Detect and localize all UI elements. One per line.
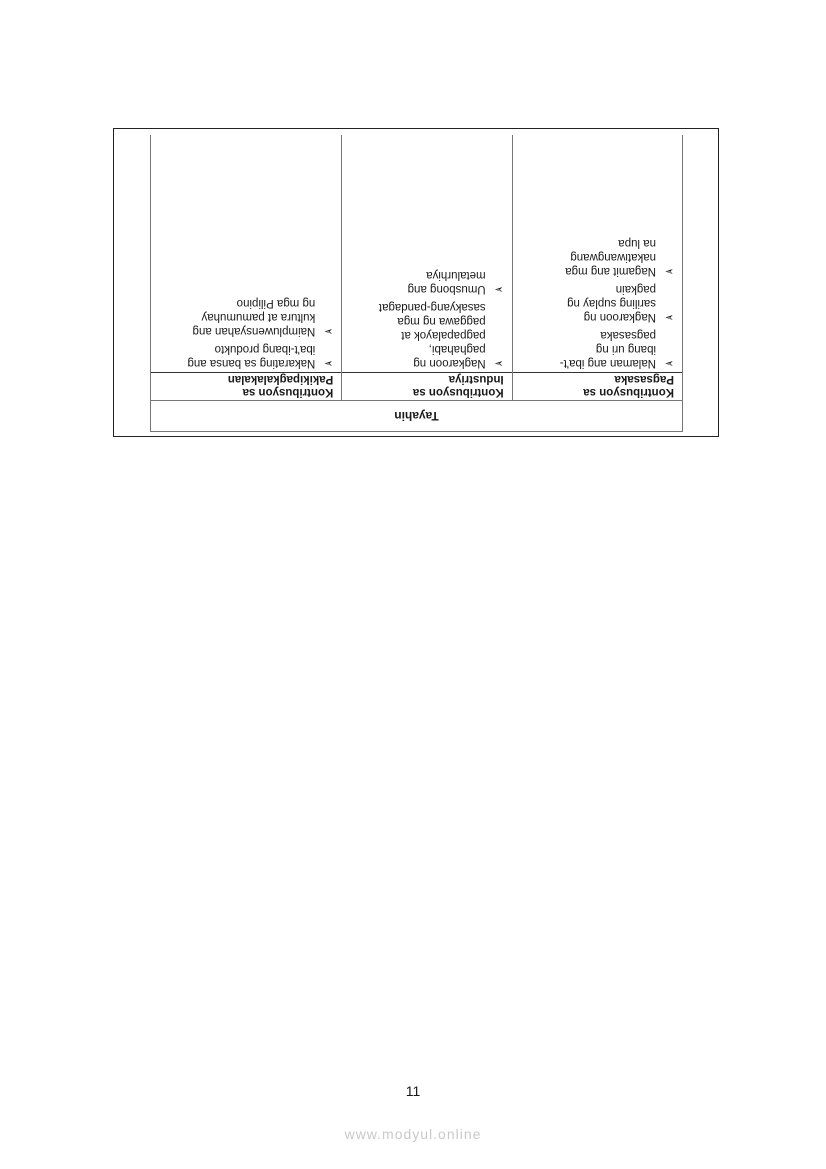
- list-item: [159, 296, 335, 338]
- rotated-table-frame: [113, 128, 719, 437]
- arrow-check-icon: ➢: [494, 283, 504, 295]
- column-heading: Kontribusyon sa Pakikipagkalakalan: [151, 372, 341, 400]
- tayahin-table: [150, 135, 683, 432]
- list-item: [159, 342, 335, 370]
- list-item: [350, 300, 505, 370]
- watermark: www.modyul.online: [344, 1126, 482, 1142]
- list-item-text: Nagkaroon ng paghahabi, pagpapalayok at paggawa ng mga sasakyang-pandagat: [378, 301, 486, 369]
- table-columns: [151, 135, 682, 400]
- table-title: Tayahin: [151, 400, 682, 431]
- arrow-check-icon: ➢: [664, 311, 674, 323]
- list-item-text: Umusbong ang metalurhiya: [407, 269, 486, 295]
- column-body: [151, 135, 341, 372]
- list-item-text: Nagkaroon ng sariling suplay ng pagkain: [567, 283, 656, 323]
- list-item: [350, 268, 505, 296]
- page-number: 11: [405, 1083, 421, 1099]
- upside-down-content: [150, 135, 683, 432]
- list-item-text: Naimpluwensyahan ang kultura at pamumuhay ng mga Pilipino: [192, 297, 316, 337]
- arrow-check-icon: ➢: [664, 265, 674, 277]
- list-item: [521, 236, 676, 278]
- list-item-text: Nakarating sa bansa ang iba't-ibang produkto: [187, 343, 316, 369]
- column-heading: Kontribusyon sa Industriya: [342, 372, 511, 400]
- column-heading: Kontribusyon sa Pagsasaka: [513, 372, 682, 400]
- arrow-check-icon: ➢: [494, 357, 504, 369]
- list-item-text: Nalaman ang iba't- ibang uri ng pagsasaka: [559, 329, 656, 369]
- arrow-check-icon: ➢: [324, 357, 334, 369]
- table-column: [512, 135, 682, 400]
- arrow-check-icon: ➢: [324, 325, 334, 337]
- list-item-text: Nagamit ang mga nakatiwangwang na lupa: [565, 237, 656, 277]
- column-body: [342, 135, 511, 372]
- column-body: [513, 135, 682, 372]
- arrow-check-icon: ➢: [664, 357, 674, 369]
- list-item: [521, 282, 676, 324]
- list-item: [521, 328, 676, 370]
- table-column: [151, 135, 341, 400]
- table-column: [341, 135, 511, 400]
